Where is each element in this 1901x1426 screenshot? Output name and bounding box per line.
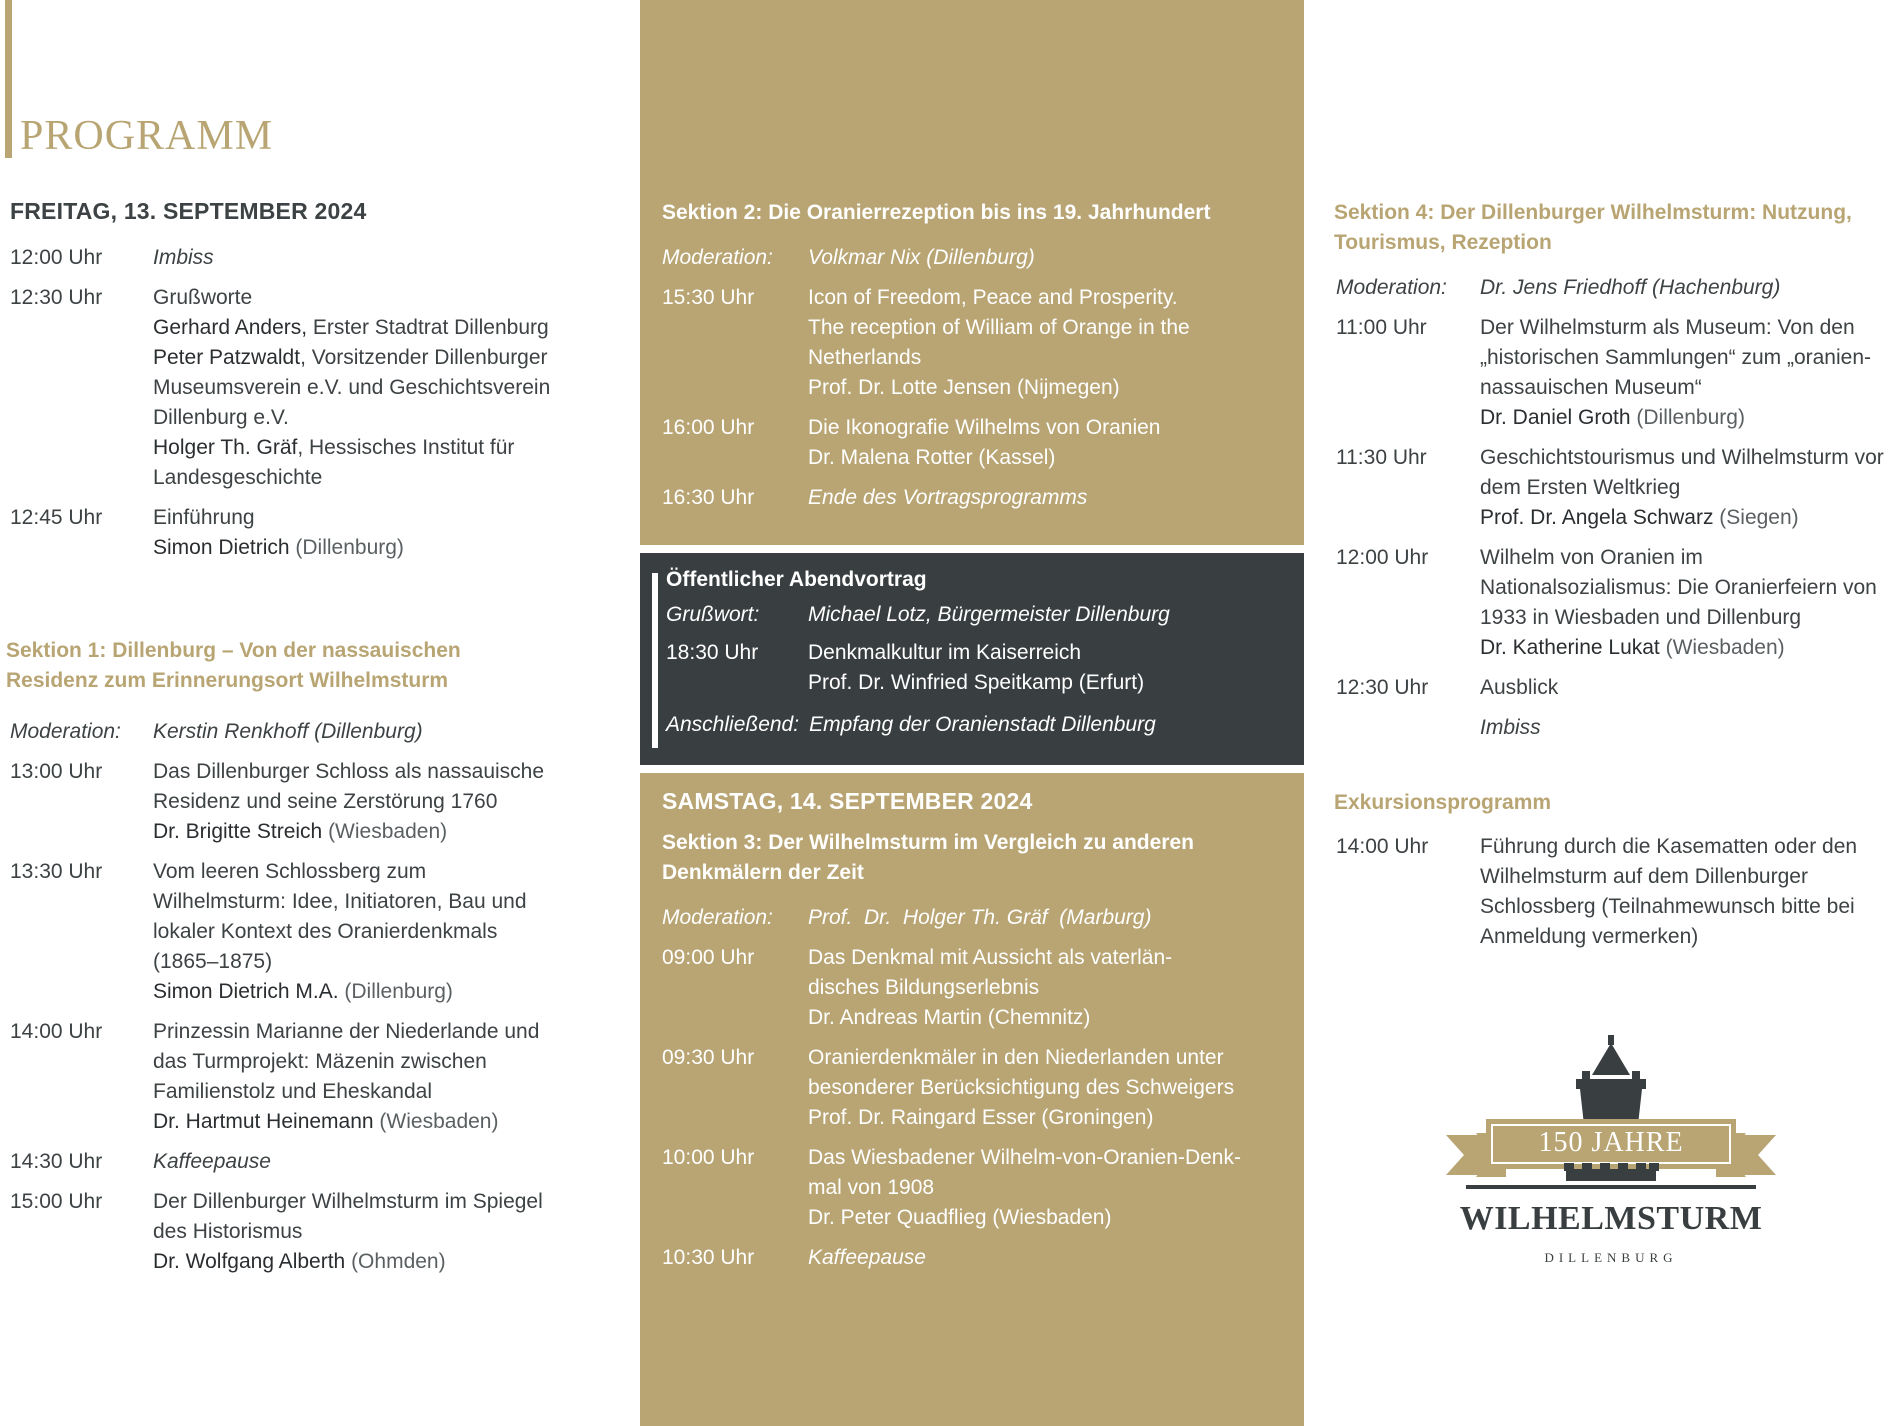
item-content	[808, 638, 1286, 698]
after-text: Empfang der Oranienstadt Dillenburg	[809, 713, 1156, 736]
item-title: Grußworte	[153, 286, 253, 309]
speaker-name: Prof. Dr. Raingard Esser	[808, 1106, 1036, 1129]
speaker	[1480, 633, 1892, 663]
item-content	[808, 943, 1208, 1033]
speaker	[153, 1107, 573, 1137]
speaker-name: Dr. Andreas Martin	[808, 1006, 982, 1029]
item-title: Das Wiesbadener Wilhelm-von-Oranien-Denk-mal von 1908	[808, 1146, 1241, 1199]
schedule-row	[10, 243, 590, 273]
schedule-row	[662, 1243, 1282, 1273]
item-content	[808, 1043, 1268, 1133]
schedule-row	[10, 283, 590, 493]
item-title: Das Denkmal mit Aussicht als vaterlän-disches Bildungserlebnis	[808, 946, 1173, 999]
moderation-label: Moderation:	[1336, 276, 1447, 299]
speaker-desc: , Hessisches Institut für Landesgeschichte	[153, 436, 515, 489]
evening-schedule	[666, 600, 1286, 750]
schedule-row	[10, 857, 590, 1007]
column-middle	[640, 0, 1304, 1426]
item-title: Wilhelm von Oranien im Nationalsozialismus: Die Oranierfeiern von 1933 in Wiesbaden und Dillenburg	[1480, 546, 1877, 629]
speaker-place: (Wiesbaden)	[322, 820, 448, 843]
moderation-label: Moderation:	[662, 906, 773, 929]
speaker	[808, 373, 1218, 403]
item-content	[1480, 443, 1892, 533]
time: 14:30 Uhr	[10, 1150, 103, 1173]
section2-heading: Sektion 2: Die Oranierrezeption bis ins 19. Jahrhundert	[662, 201, 1211, 224]
speaker-place: (Erfurt)	[1072, 671, 1145, 694]
excursion-heading: Exkursionsprogramm	[1334, 791, 1552, 814]
speaker-name: Dr. Malena Rotter	[808, 446, 973, 469]
item-content	[808, 1143, 1268, 1233]
item-title: Imbiss	[153, 246, 214, 269]
time: 14:00 Uhr	[1336, 835, 1429, 858]
speaker-place: (Wiesbaden)	[1659, 636, 1785, 659]
time: 11:00 Uhr	[1336, 316, 1427, 339]
item-title: Geschichtstourismus und Wilhelmsturm vor dem Ersten Weltkrieg	[1480, 446, 1884, 499]
item-title: Der Wilhelmsturm als Museum: Von den „historischen Sammlungen“ zum „oranien-nassauischen Museum“	[1480, 316, 1871, 399]
time: 12:45 Uhr	[10, 506, 103, 529]
time: 13:30 Uhr	[10, 860, 103, 883]
after-label: Anschließend:	[666, 713, 800, 736]
item-title: Kaffeepause	[153, 1150, 271, 1173]
speaker-name: Holger Th. Gräf	[153, 436, 298, 459]
speaker-name: Dr. Daniel Groth	[1480, 406, 1631, 429]
speaker	[153, 343, 590, 433]
speaker-name: Dr. Hartmut Heinemann	[153, 1110, 374, 1133]
time: 12:30 Uhr	[10, 286, 103, 309]
speaker	[153, 533, 590, 563]
speaker-name: Simon Dietrich	[153, 536, 290, 559]
item-title: Prinzessin Marianne der Niederlande und das Turmprojekt: Mäzenin zwischen Familienstolz und Eheskandal	[153, 1020, 540, 1103]
section1-heading: Sektion 1: Dillenburg – Von der nassauischen Residenz zum Erinnerungsort Wilhelmsturm	[6, 639, 461, 692]
evening-lecture-panel	[640, 553, 1304, 765]
time	[1336, 713, 1480, 743]
item-content	[153, 757, 573, 847]
item-content	[153, 1017, 573, 1137]
speaker-place: (Ohmden)	[345, 1250, 446, 1273]
section4-heading: Sektion 4: Der Dillenburger Wilhelmsturm: Nutzung, Tourismus, Rezeption	[1334, 201, 1852, 254]
schedule-row	[662, 283, 1282, 403]
item-title: Führung durch die Kasematten oder den Wilhelmsturm auf dem Dillenburger Schlossberg (Teilnahmewunsch bitte bei Anmeldung vermerken)	[1480, 835, 1858, 948]
schedule-row	[1336, 313, 1896, 433]
moderator: Dr. Jens Friedhoff (Hachenburg)	[1480, 276, 1781, 299]
moderator: Prof. Dr. Holger Th. Gräf (Marburg)	[808, 906, 1152, 929]
greeting: Michael Lotz, Bürgermeister Dillenburg	[808, 603, 1170, 626]
schedule-row	[666, 638, 1286, 698]
time: 09:30 Uhr	[662, 1046, 755, 1069]
schedule-row	[1336, 673, 1896, 703]
item-title: Imbiss	[1480, 716, 1541, 739]
speaker-name: Dr. Katherine Lukat	[1480, 636, 1660, 659]
time: 15:00 Uhr	[10, 1190, 103, 1213]
section3-schedule	[662, 903, 1282, 1283]
item-content	[1480, 543, 1892, 663]
item-content	[808, 413, 1282, 473]
item-title: Die Ikonografie Wilhelms von Oranien	[808, 416, 1161, 439]
time: 10:00 Uhr	[662, 1146, 755, 1169]
schedule-row	[662, 483, 1282, 513]
item-content	[808, 283, 1218, 403]
wilhelmsturm-logo	[1446, 1035, 1776, 1275]
time: 12:00 Uhr	[10, 246, 103, 269]
speaker	[808, 1103, 1268, 1133]
speaker-name: Prof. Dr. Lotte Jensen	[808, 376, 1012, 399]
speaker	[153, 1247, 573, 1277]
column-friday	[0, 0, 600, 1426]
speaker-place: (Kassel)	[972, 446, 1056, 469]
section2-schedule	[662, 243, 1282, 523]
evening-accent-bar	[652, 573, 658, 748]
item-content	[153, 1187, 573, 1277]
moderator: Volkmar Nix (Dillenburg)	[808, 246, 1035, 269]
schedule-row	[662, 413, 1282, 473]
time: 13:00 Uhr	[10, 760, 103, 783]
speaker	[153, 313, 590, 343]
speaker	[808, 1203, 1268, 1233]
speaker	[808, 668, 1286, 698]
speaker-place: (Dillenburg)	[338, 980, 453, 1003]
schedule-row	[662, 1043, 1282, 1133]
time: 12:00 Uhr	[1336, 546, 1429, 569]
item-title: Icon of Freedom, Peace and Prosperity. The reception of William of Orange in the Netherlands	[808, 286, 1190, 369]
logo-town: DILLENBURG	[1544, 1250, 1678, 1265]
item-title: Kaffeepause	[808, 1246, 926, 1269]
speaker-name: Prof. Dr. Angela Schwarz	[1480, 506, 1714, 529]
schedule-row	[662, 1143, 1282, 1233]
speaker-place: (Wiesbaden)	[373, 1110, 499, 1133]
item-title: Der Dillenburger Wilhelmsturm im Spiegel des Historismus	[153, 1190, 543, 1243]
section4-schedule	[1336, 273, 1896, 753]
schedule-row	[10, 757, 590, 847]
time: 11:30 Uhr	[1336, 446, 1427, 469]
speaker-name: Dr. Peter Quadflieg	[808, 1206, 987, 1229]
speaker-place: (Nijmegen)	[1011, 376, 1120, 399]
after-row	[666, 710, 1286, 740]
item-title: Oranierdenkmäler in den Niederlanden unter besonderer Berücksichtigung des Schweigers	[808, 1046, 1235, 1099]
item-content	[153, 503, 590, 563]
moderation-row	[10, 717, 590, 747]
section2-panel	[640, 0, 1304, 545]
moderation-label: Moderation:	[662, 246, 773, 269]
excursion-schedule	[1336, 832, 1896, 962]
title-accent-bar	[5, 0, 12, 158]
speaker-name: Dr. Wolfgang Alberth	[153, 1250, 346, 1273]
item-title: Einführung	[153, 506, 255, 529]
item-content	[153, 857, 553, 1007]
speaker-place: (Siegen)	[1713, 506, 1799, 529]
item-content	[153, 283, 590, 493]
item-title: Denkmalkultur im Kaiserreich	[808, 641, 1082, 664]
speaker-desc: , Vorsitzender Dillenburger Museumsverein e.V. und Geschichtsverein Dillenburg e.V.	[153, 346, 551, 429]
evening-heading: Öffentlicher Abendvortrag	[666, 568, 927, 591]
schedule-row	[1336, 713, 1896, 743]
speaker	[808, 1003, 1208, 1033]
speaker-place: (Dillenburg)	[1630, 406, 1745, 429]
speaker-name: Prof. Dr. Winfried Speitkamp	[808, 671, 1073, 694]
speaker	[153, 817, 573, 847]
schedule-row	[10, 1147, 590, 1177]
item-title: Ende des Vortragsprogramms	[808, 486, 1088, 509]
schedule-row	[10, 503, 590, 563]
time: 14:00 Uhr	[10, 1020, 103, 1043]
page-title: PROGRAMM	[20, 113, 274, 159]
schedule-row	[1336, 443, 1896, 533]
section3-heading: Sektion 3: Der Wilhelmsturm im Vergleich zu anderen Denkmälern der Zeit	[662, 831, 1194, 884]
logo-banner-text: 150 JAHRE	[1538, 1127, 1684, 1158]
schedule-row	[10, 1017, 590, 1137]
schedule-row	[1336, 832, 1896, 952]
item-title: Ausblick	[1480, 676, 1559, 699]
moderation-label: Moderation:	[10, 720, 121, 743]
speaker	[1480, 403, 1892, 433]
time: 09:00 Uhr	[662, 946, 755, 969]
time: 15:30 Uhr	[662, 286, 755, 309]
speaker-name: Dr. Brigitte Streich	[153, 820, 323, 843]
time: 12:30 Uhr	[1336, 676, 1429, 699]
time: 16:00 Uhr	[662, 416, 755, 439]
speaker-place: (Chemnitz)	[981, 1006, 1091, 1029]
time: 18:30 Uhr	[666, 641, 759, 664]
logo-name: WILHELMSTURM	[1459, 1200, 1763, 1237]
schedule-row	[1336, 543, 1896, 663]
column-saturday	[1334, 0, 1901, 1426]
schedule-row	[662, 943, 1282, 1033]
saturday-heading: SAMSTAG, 14. SEPTEMBER 2024	[662, 788, 1033, 814]
speaker	[153, 433, 590, 493]
speaker	[1480, 503, 1892, 533]
speaker-place: (Groningen)	[1035, 1106, 1154, 1129]
speaker-place: (Wiesbaden)	[986, 1206, 1112, 1229]
schedule-row	[10, 1187, 590, 1277]
item-content	[1480, 313, 1892, 433]
item-title: Vom leeren Schlossberg zum Wilhelmsturm: Idee, Initiatoren, Bau und lokaler Kontext des Oranierdenkmals (1865–1875)	[153, 860, 527, 973]
greeting-label: Grußwort:	[666, 603, 760, 626]
saturday-panel	[640, 773, 1304, 1426]
speaker	[808, 443, 1282, 473]
speaker-name: Simon Dietrich M.A.	[153, 980, 339, 1003]
time: 16:30 Uhr	[662, 486, 755, 509]
section1-schedule	[10, 717, 590, 1287]
item-title: Das Dillenburger Schloss als nassauische Residenz und seine Zerstörung 1760	[153, 760, 545, 813]
moderation-row	[662, 243, 1282, 273]
speaker-desc: Erster Stadtrat Dillenburg	[307, 316, 549, 339]
greeting-row	[666, 600, 1286, 630]
speaker-name: Peter Patzwaldt	[153, 346, 301, 369]
moderator: Kerstin Renkhoff (Dillenburg)	[153, 720, 423, 743]
friday-heading: FREITAG, 13. SEPTEMBER 2024	[10, 198, 367, 224]
moderation-row	[662, 903, 1282, 933]
time: 10:30 Uhr	[662, 1246, 755, 1269]
speaker-place: (Dillenburg)	[289, 536, 404, 559]
moderation-row	[1336, 273, 1896, 303]
speaker-name: Gerhard Anders,	[153, 316, 308, 339]
opening-schedule	[10, 243, 590, 573]
speaker	[153, 977, 553, 1007]
